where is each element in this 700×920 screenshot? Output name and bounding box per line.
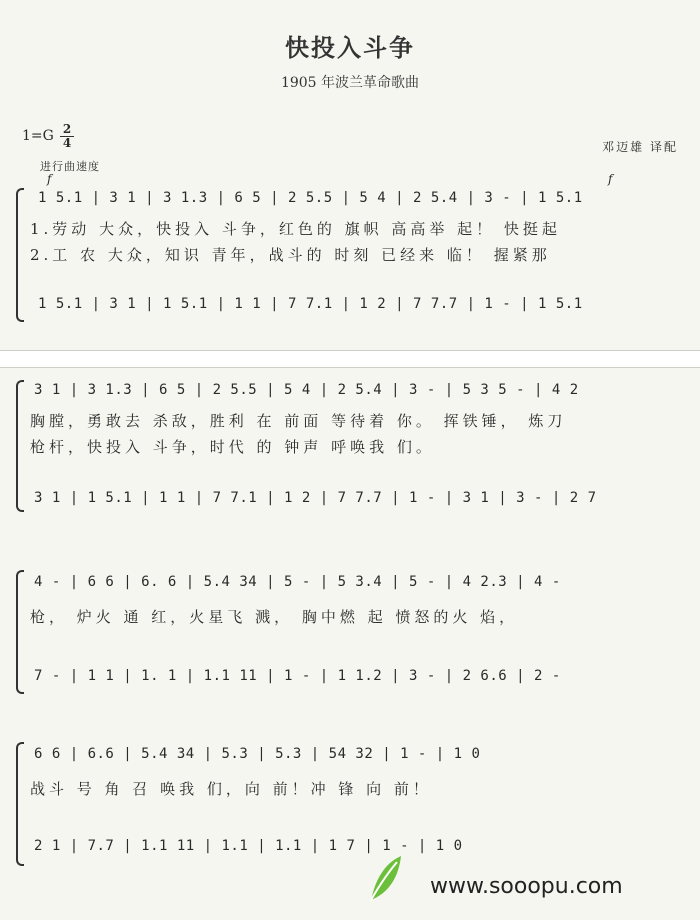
bass-line: 1 5.1 | 3 1 | 1 5.1 | 1 1 | 7 7.1 | 1 2 | 7 7.7 | 1 - | 1 5.1 — [38, 296, 583, 312]
tempo-marking: 进行曲速度 — [40, 160, 100, 173]
staff-brace — [16, 188, 24, 322]
staff-brace — [16, 380, 24, 512]
bass-line: 7 - | 1 1 | 1. 1 | 1.1 11 | 1 - | 1 1.2 | 3 - | 2 6.6 | 2 - — [34, 668, 561, 684]
song-subtitle: 1905 年波兰革命歌曲 — [280, 75, 420, 91]
staff-brace — [16, 570, 24, 694]
time-signature — [60, 124, 74, 149]
bass-line: 3 1 | 1 5.1 | 1 1 | 7 7.1 | 1 2 | 7 7.7 | 1 - | 3 1 | 3 - | 2 7 — [34, 490, 597, 506]
staff-brace — [16, 742, 24, 866]
website-watermark: www.sooopu.com — [430, 874, 623, 899]
leaf-logo-icon — [365, 852, 405, 904]
lyric-line: 胸膛，勇敢去 杀敌，胜利 在 前面 等待着 你。 挥铁锤， 炼刀 — [30, 412, 567, 430]
lyric-line: 1.劳动 大众，快投入 斗争，红色的 旗帜 高高举 起！ 快挺起 — [30, 220, 561, 238]
lyric-line: 战斗 号 角 召 唤我 们，向 前！冲 锋 向 前！ — [30, 780, 432, 798]
time-bottom: 4 — [62, 136, 72, 150]
dynamic-mark: f — [608, 172, 613, 186]
song-title: 快投入斗争 — [285, 34, 415, 62]
lyric-line: 枪， 炉火 通 红，火星飞 溅， 胸中燃 起 愤怒的火 焰， — [30, 608, 519, 626]
lyric-line: 2.工 农 大众，知识 青年，战斗的 时刻 已经来 临！ 握紧那 — [30, 246, 551, 264]
dynamic-mark: f — [47, 172, 52, 186]
page-divider — [0, 350, 700, 368]
bass-line: 2 1 | 7.7 | 1.1 11 | 1.1 | 1.1 | 1 7 | 1 - | 1 0 — [34, 838, 463, 854]
melody-line: 1 5.1 | 3 1 | 3 1.3 | 6 5 | 2 5.5 | 5 4 | 2 5.4 | 3 - | 1 5.1 — [38, 190, 583, 206]
melody-line: 4 - | 6 6 | 6. 6 | 5.4 34 | 5 - | 5 3.4 | 5 - | 4 2.3 | 4 - — [34, 574, 561, 590]
key-signature: 1=G — [22, 128, 54, 144]
melody-line: 3 1 | 3 1.3 | 6 5 | 2 5.5 | 5 4 | 2 5.4 | 3 - | 5 3 5 - | 4 2 — [34, 382, 579, 398]
arranger-credit: 邓迈雄 译配 — [602, 140, 678, 154]
time-top: 2 — [62, 122, 72, 136]
melody-line: 6 6 | 6.6 | 5.4 34 | 5.3 | 5.3 | 54 32 | 1 - | 1 0 — [34, 746, 481, 762]
lyric-line: 枪杆，快投入 斗争，时代 的 钟声 呼唤我 们。 — [30, 438, 435, 456]
